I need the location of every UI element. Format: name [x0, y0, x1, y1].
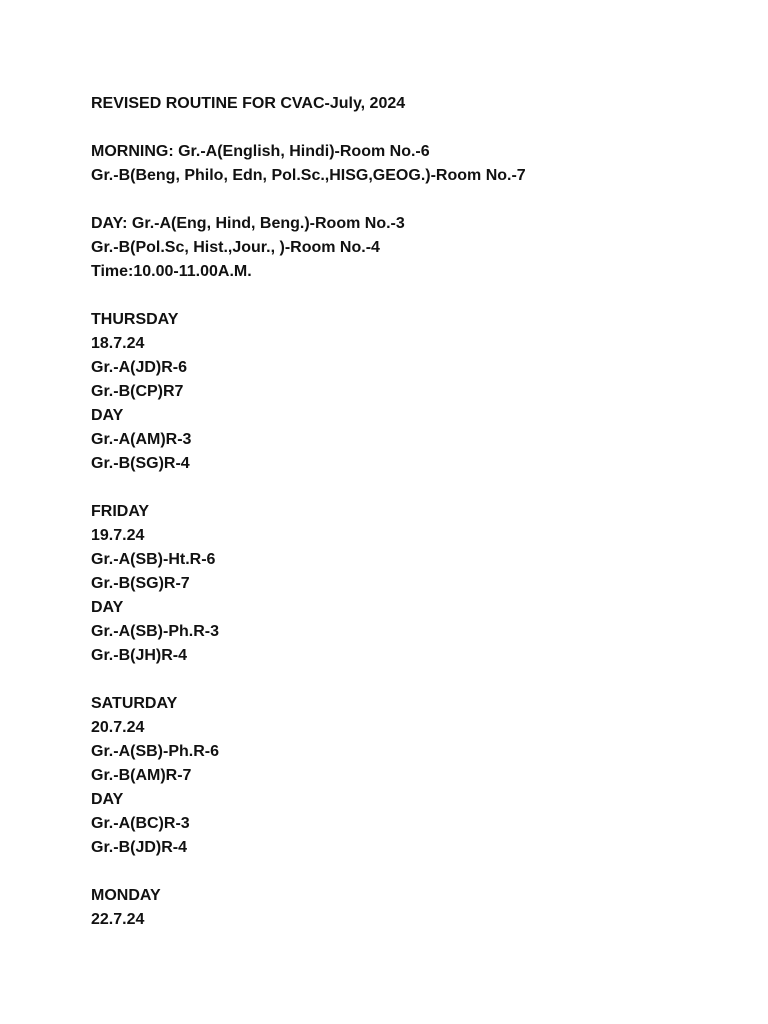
spacer — [91, 188, 731, 212]
schedule-thursday — [91, 308, 731, 476]
morning-entry: Gr.-A(SB)-Ht.R-6 — [91, 551, 216, 568]
weekday: FRIDAY — [91, 503, 150, 520]
schedule-friday — [91, 500, 731, 668]
spacer — [91, 860, 731, 884]
day-entry: Gr.-A(SB)-Ph.R-3 — [91, 623, 219, 640]
day-entry: Gr.-B(JD)R-4 — [91, 839, 188, 856]
routine-document — [91, 92, 731, 932]
spacer — [91, 284, 731, 308]
day-entry: Gr.-A(BC)R-3 — [91, 815, 190, 832]
day-label: DAY — [91, 791, 124, 808]
day-entry: Gr.-B(JH)R-4 — [91, 647, 188, 664]
spacer — [91, 668, 731, 692]
date: 20.7.24 — [91, 719, 145, 736]
day-entry: Gr.-A(AM)R-3 — [91, 431, 192, 448]
morning-room-info — [91, 140, 731, 188]
spacer — [91, 476, 731, 500]
date: 18.7.24 — [91, 335, 145, 352]
weekday: THURSDAY — [91, 311, 179, 328]
schedule-saturday — [91, 692, 731, 860]
day-entry: Gr.-B(SG)R-4 — [91, 455, 190, 472]
document-title: REVISED ROUTINE FOR CVAC-July, 2024 — [91, 95, 406, 112]
morning-group-a: MORNING: Gr.-A(English, Hindi)-Room No.-6 — [91, 143, 430, 160]
date: 22.7.24 — [91, 911, 145, 928]
class-time: Time:10.00-11.00A.M. — [91, 263, 252, 280]
morning-entry: Gr.-A(SB)-Ph.R-6 — [91, 743, 219, 760]
weekday: SATURDAY — [91, 695, 178, 712]
schedule-monday — [91, 884, 731, 932]
day-label: DAY — [91, 599, 124, 616]
spacer — [91, 116, 731, 140]
morning-entry: Gr.-A(JD)R-6 — [91, 359, 188, 376]
morning-entry: Gr.-B(SG)R-7 — [91, 575, 190, 592]
day-group-b: Gr.-B(Pol.Sc, Hist.,Jour., )-Room No.-4 — [91, 239, 380, 256]
morning-entry: Gr.-B(AM)R-7 — [91, 767, 192, 784]
morning-entry: Gr.-B(CP)R7 — [91, 383, 184, 400]
morning-group-b: Gr.-B(Beng, Philo, Edn, Pol.Sc.,HISG,GEOG.)-Room No.-7 — [91, 167, 526, 184]
day-room-info — [91, 212, 731, 284]
weekday: MONDAY — [91, 887, 161, 904]
day-label: DAY — [91, 407, 124, 424]
date: 19.7.24 — [91, 527, 145, 544]
day-group-a: DAY: Gr.-A(Eng, Hind, Beng.)-Room No.-3 — [91, 215, 405, 232]
